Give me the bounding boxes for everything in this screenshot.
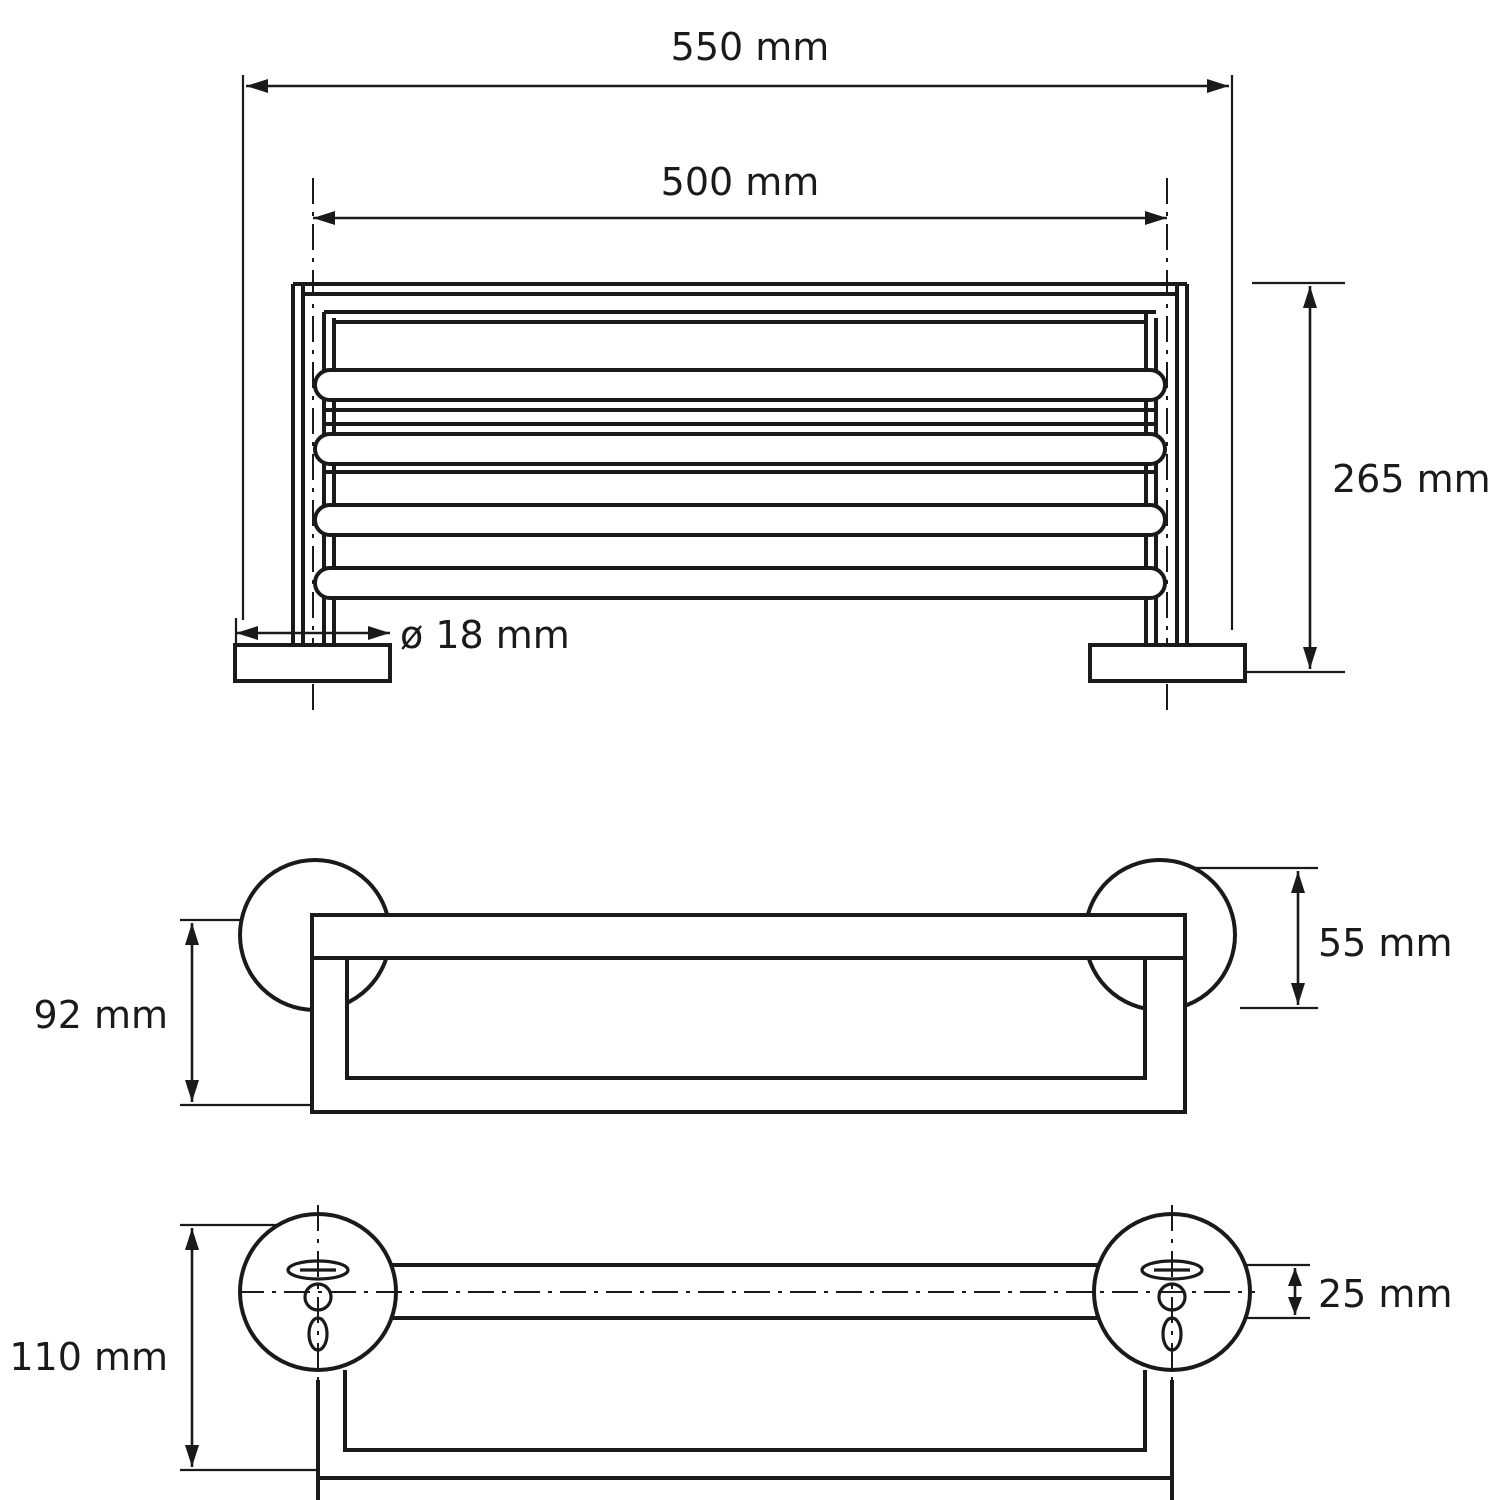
top-view-body — [238, 1205, 1255, 1500]
front-view-rails — [315, 370, 1165, 598]
dimension-overall-height — [1232, 283, 1345, 672]
label-plate-diameter: 110 mm — [9, 1335, 168, 1379]
label-mounting-span: 500 mm — [660, 160, 820, 204]
label-side-depth: 92 mm — [33, 993, 168, 1037]
dimension-overall-width — [243, 75, 1232, 630]
label-tube-diameter: ø 18 mm — [400, 613, 570, 657]
dimension-mounting-span — [313, 211, 1167, 225]
label-top-bar-depth: 25 mm — [1318, 1272, 1453, 1316]
side-view-body — [240, 860, 1235, 1112]
front-view-mounting-plates — [235, 600, 1245, 681]
label-overall-width: 550 mm — [670, 25, 830, 69]
label-bar-offset: 55 mm — [1318, 921, 1453, 965]
label-overall-height: 265 mm — [1332, 457, 1491, 501]
